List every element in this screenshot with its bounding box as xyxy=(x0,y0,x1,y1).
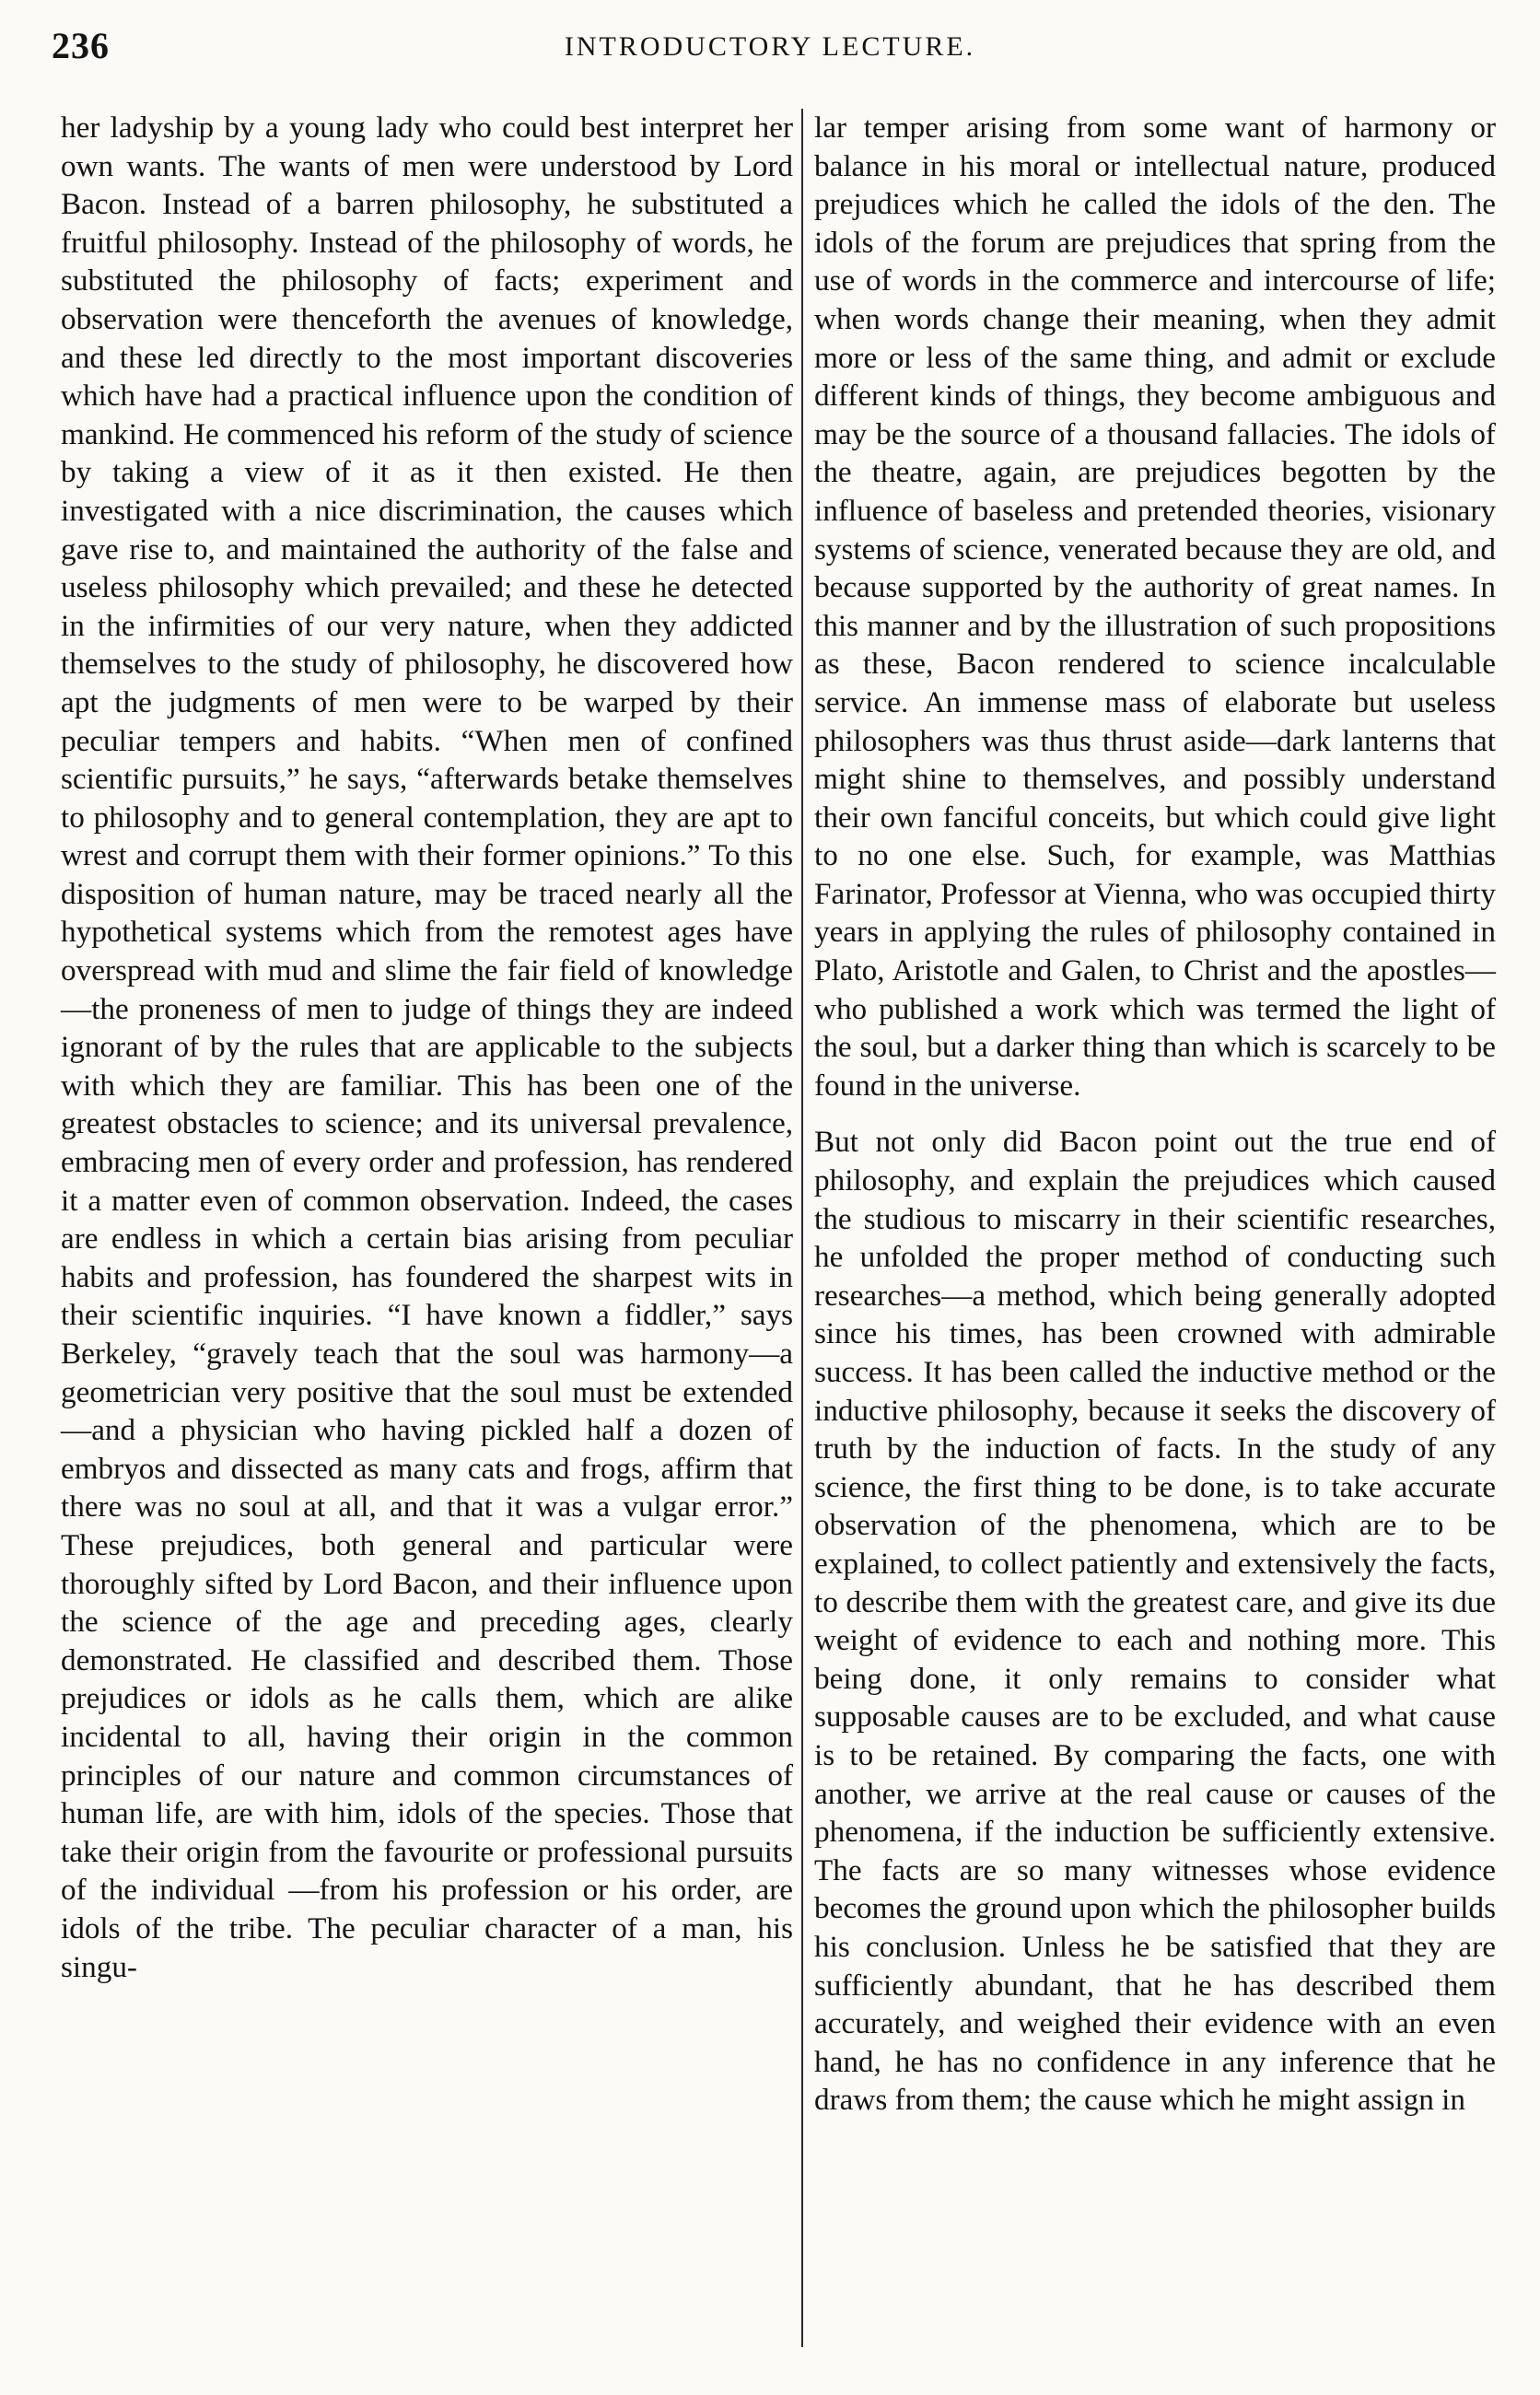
left-column-paragraph: her ladyship by a young lady who could best interpret her own wants. The wants of men were understood by Lord Bacon. Instead of a barren philosophy, he substituted a fruitful philosophy. Instead of the philosophy of words, he substituted the philosophy of facts; experiment and observation were thenceforth the avenues of knowledge, and these led directly to the most important discoveries which have had a practical influence upon the condition of mankind. He commenced his reform of the study of science by taking a view of it as it then existed. He then investigated with a nice discrimination, the causes which gave rise to, and maintained the authority of the false and useless philosophy which prevailed; and these he detected in the infirmities of our very nature, when they addicted themselves to the study of philosophy, he discovered how apt the judgments of men were to be warped by their peculiar tempers and habits. “When men of confined scientific pursuits,” he says, “afterwards betake themselves to philosophy and to general contemplation, they are apt to wrest and corrupt them with their former opinions.” To this disposition of human nature, may be traced nearly all the hypothetical systems which from the remotest ages have overspread with mud and slime the fair field of knowledge—the proneness of men to judge of things they are indeed ignorant of by the rules that are applicable to the subjects with which they are familiar. This has been one of the greatest obstacles to science; and its universal prevalence, embracing men of every order and profession, has rendered it a matter even of common observation. Indeed, the cases are endless in which a certain bias arising from peculiar habits and profession, has foundered the sharpest wits in their scientific inquiries. “I have known a fiddler,” says Berkeley, “gravely teach that the soul was harmony—a geometrician very positive that the soul must be extended—and a physician who having pickled half a dozen of embryos and dissected as many cats and frogs, affirm that there was no soul at all, and that it was a vulgar error.” These prejudices, both general and particular were thoroughly sifted by Lord Bacon, and their influence upon the science of the age and preceding ages, clearly demonstrated. He classified and described them. Those prejudices or idols as he calls them, which are alike incidental to all, having their origin in the common principles of our nature and common circumstances of human life, are with him, idols of the species. Those that take their origin from the favourite or professional pursuits of the individual —from his profession or his order, are idols of the tribe. The peculiar character of a man, his singu- xyxy=(61,111,793,1984)
right-column-paragraph-2: But not only did Bacon point out the true end of philosophy, and explain the prejudices which caused the studious to miscarry in their scientific researches, he unfolded the proper method of conducting such researches—a method, which being generally adopted since his times, has been crowned with admirable success. It has been called the inductive method or the inductive philosophy, because it seeks the discovery of truth by the induction of facts. In the study of any science, the first thing to be done, is to take accurate observation of the phenomena, which are to be explained, to collect patiently and extensively the facts, to describe them with the greatest care, and give its due weight of evidence to each and nothing more. This being done, it only remains to consider what supposable causes are to be excluded, and what cause is to be retained. By comparing the facts, one with another, we arrive at the real cause or causes of the phenomena, if the induction be sufficiently extensive. The facts are so many witnesses whose evidence becomes the ground upon which the philosopher builds his conclusion. Unless he be satisfied that they are sufficiently abundant, that he has described them accurately, and weighed their evidence with an even hand, he has no confidence in any inference that he draws from them; the cause which he might assign in xyxy=(814,1125,1496,2118)
left-column xyxy=(61,109,793,1986)
running-head: INTRODUCTORY LECTURE. xyxy=(564,31,976,62)
right-column-paragraph-1: lar temper arising from some want of harmony or balance in his moral or intellectual nature, produced prejudices which he called the idols of the den. The idols of the forum are prejudices that spring from the use of words in the commerce and intercourse of life; when words change their meaning, when they admit more or less of the same thing, and admit or exclude different kinds of things, they become ambiguous and may be the source of a thousand fallacies. The idols of the theatre, again, are prejudices begotten by the influence of baseless and pretended theories, visionary systems of science, venerated because they are old, and because supported by the authority of great names. In this manner and by the illustration of such propositions as these, Bacon rendered to science incalculable service. An immense mass of elaborate but useless philosophers was thus thrust aside—dark lanterns that might shine to themselves, and possibly understand their own fanciful conceits, but which could give light to no one else. Such, for example, was Matthias Farinator, Professor at Vienna, who was occupied thirty years in applying the rules of philosophy contained in Plato, Aristotle and Galen, to Christ and the apostles—who published a work which was termed the light of the soul, but a darker thing than which is scarcely to be found in the universe. xyxy=(814,111,1496,1103)
column-divider xyxy=(801,109,803,2347)
right-column xyxy=(814,109,1496,2120)
page-number: 236 xyxy=(52,25,110,66)
